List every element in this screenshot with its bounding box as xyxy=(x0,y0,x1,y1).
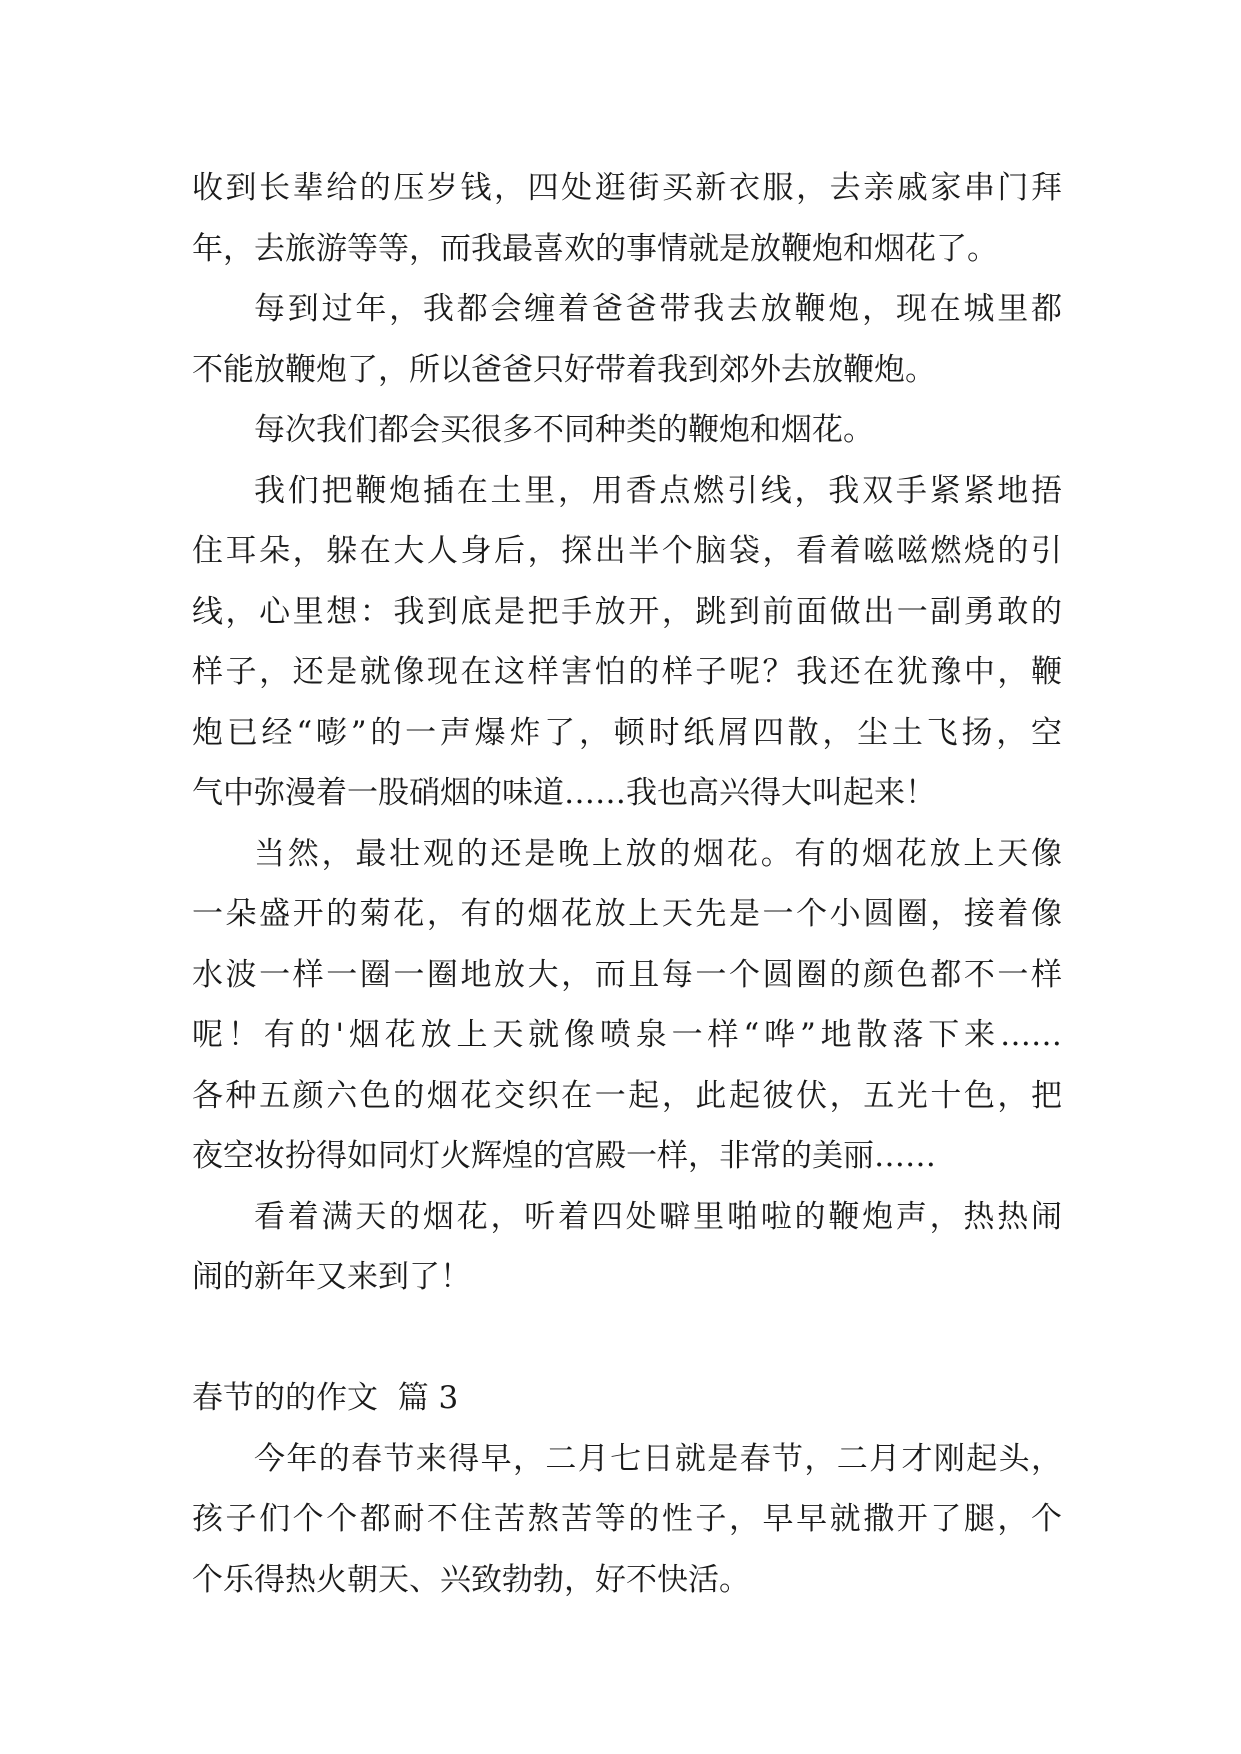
text-line: 线，心里想：我到底是把手放开，跳到前面做出一副勇敢的 xyxy=(192,593,1062,630)
text-line: 样子，还是就像现在这样害怕的样子呢？我还在犹豫中，鞭 xyxy=(192,654,1062,690)
text-line: 呢！有的'烟花放上天就像喷泉一样“哗”地散落下来…… xyxy=(192,1017,1062,1053)
text-line: 收到长辈给的压岁钱，四处逛街买新衣服，去亲戚家串门拜 xyxy=(192,170,1062,206)
paragraph-3 xyxy=(192,400,1062,461)
text-line: 孩子们个个都耐不住苦熬苦等的性子，早早就撒开了腿，个 xyxy=(192,1501,1062,1537)
text-line: 炮已经“嘭”的一声爆炸了，顿时纸屑四散，尘土飞扬，空 xyxy=(192,714,1062,751)
paragraph-1 xyxy=(192,158,1062,279)
text-line: 夜空妆扮得如同灯火辉煌的宫殿一样，非常的美丽…… xyxy=(192,1138,936,1174)
text-line: 当然，最壮观的还是晚上放的烟花。有的烟花放上天像 xyxy=(254,835,1062,872)
text-line: 每到过年，我都会缠着爸爸带我去放鞭炮，现在城里都 xyxy=(254,291,1062,327)
paragraph-6 xyxy=(192,1187,1062,1308)
text-line: 个乐得热火朝天、兴致勃勃，好不快活。 xyxy=(192,1561,750,1598)
section-heading: 春节的的作文 篇 3 xyxy=(192,1380,459,1416)
text-line: 我们把鞭炮插在土里，用香点燃引线，我双手紧紧地捂 xyxy=(254,472,1062,509)
paragraph-5 xyxy=(192,824,1062,1187)
text-line: 不能放鞭炮了，所以爸爸只好带着我到郊外去放鞭炮。 xyxy=(192,351,936,388)
text-line: 水波一样一圈一圈地放大，而且每一个圆圈的颜色都不一样 xyxy=(192,956,1062,993)
text-line: 看着满天的烟花，听着四处噼里啪啦的鞭炮声，热热闹 xyxy=(254,1198,1062,1235)
text-line: 各种五颜六色的烟花交织在一起，此起彼伏，五光十色，把 xyxy=(192,1077,1062,1114)
paragraph-2 xyxy=(192,279,1062,400)
text-line: 气中弥漫着一股硝烟的味道……我也高兴得大叫起来！ xyxy=(192,775,936,811)
document-page xyxy=(192,158,1062,1610)
text-line: 住耳朵，躲在大人身后，探出半个脑袋，看着嗞嗞燃烧的引 xyxy=(192,533,1062,569)
section-gap xyxy=(192,1308,1062,1369)
text-line: 每次我们都会买很多不同种类的鞭炮和烟花。 xyxy=(254,412,874,448)
paragraph-4 xyxy=(192,461,1062,824)
text-line: 今年的春节来得早，二月七日就是春节，二月才刚起头， xyxy=(254,1440,1062,1477)
text-line: 一朵盛开的菊花，有的烟花放上天先是一个小圆圈，接着像 xyxy=(192,896,1062,932)
paragraph-7 xyxy=(192,1429,1062,1611)
text-line: 年，去旅游等等，而我最喜欢的事情就是放鞭炮和烟花了。 xyxy=(192,230,998,267)
text-line: 闹的新年又来到了！ xyxy=(192,1259,471,1295)
